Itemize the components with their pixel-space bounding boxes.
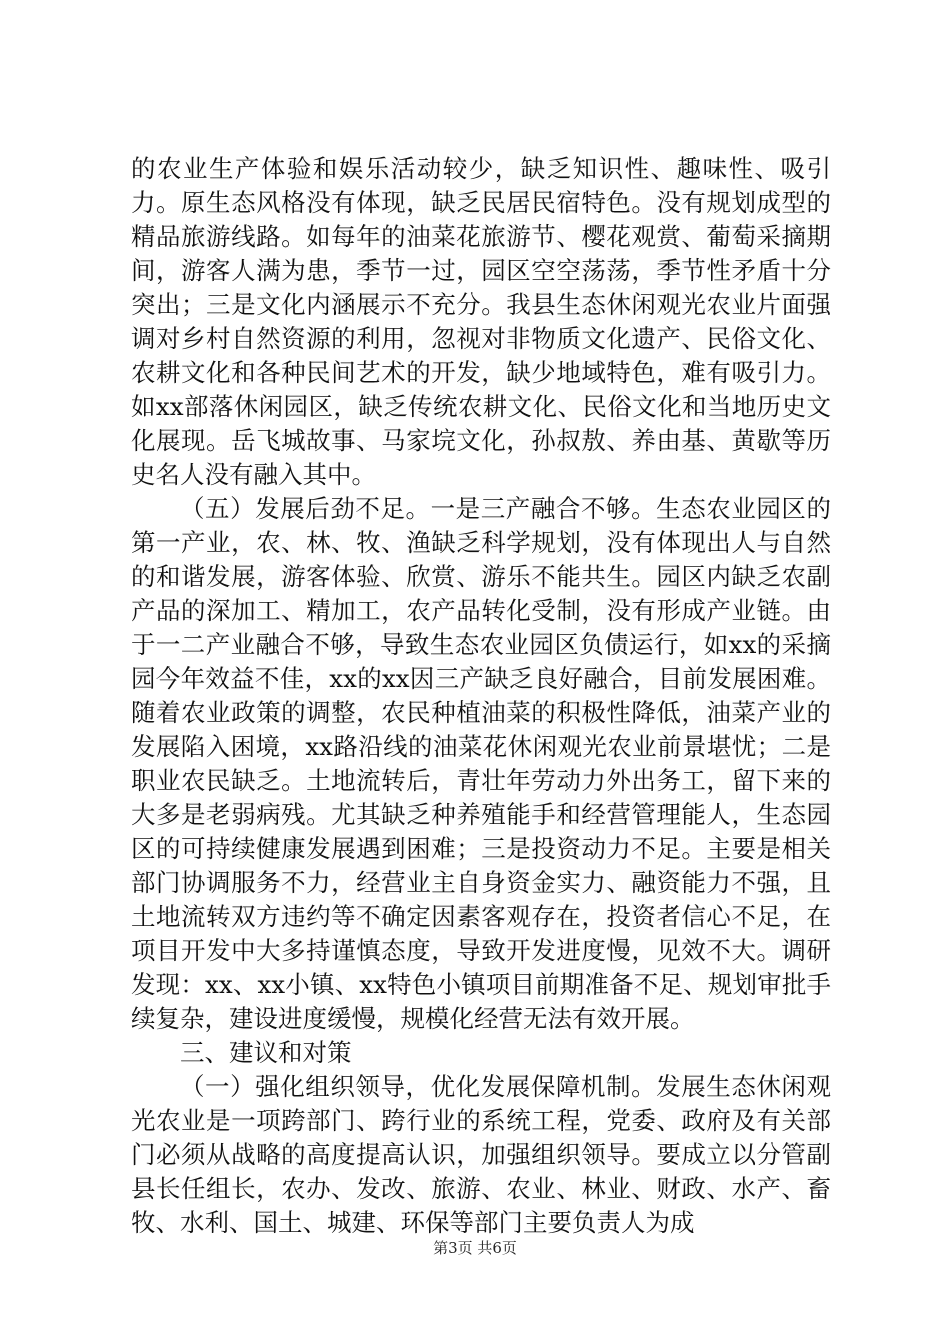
paragraph-suggestion-one: （一）强化组织领导，优化发展保障机制。发展生态休闲观光农业是一项跨部门、跨行业的系统工程，党委、政府及有关部门必须从战略的高度提高认识，加强组织领导。要成立以分管副县长任组长，农办、发改、旅游、农业、林业、财政、水产、畜牧、水利、国土、城建、环保等部门主要负责人为成 — [131, 1072, 831, 1237]
section-heading-suggestions: 三、建议和对策 — [180, 1038, 352, 1067]
paragraph-continuation: 的农业生产体验和娱乐活动较少，缺乏知识性、趣味性、吸引力。原生态风格没有体现，缺乏民居民宿特色。没有规划成型的精品旅游线路。如每年的油菜花旅游节、樱花观赏、葡萄采摘期间，游客人满为患，季节一过，园区空空荡荡，季节性矛盾十分突出；三是文化内涵展示不充分。我县生态休闲观光农业片面强调对乡村自然资源的利用，忽视对非物质文化遗产、民俗文化、农耕文化和各种民间艺术的开发，缺少地域特色，难有吸引力。如xx部落休闲园区，缺乏传统农耕文化、民俗文化和当地历史文化展现。岳飞城故事、马家垸文化，孙叔敖、养由基、黄歇等历史名人没有融入其中。 — [131, 154, 831, 489]
paragraph-section-five: （五）发展后劲不足。一是三产融合不够。生态农业园区的第一产业，农、林、牧、渔缺乏科学规划，没有体现出人与自然的和谐发展，游客体验、欣赏、游乐不能共生。园区内缺乏农副产品的深加工、精加工，农产品转化受制，没有形成产业链。由于一二产业融合不够，导致生态农业园区负债运行，如xx的采摘园今年效益不佳，xx的xx因三产缺乏良好融合，目前发展困难。随着农业政策的调整，农民种植油菜的积极性降低，油菜产业的发展陷入困境，xx路沿线的油菜花休闲观光农业前景堪忧；二是职业农民缺乏。土地流转后，青壮年劳动力外出务工，留下来的大多是老弱病残。尤其缺乏种养殖能手和经营管理能人，生态园区的可持续健康发展遇到困难；三是投资动力不足。主要是相关部门协调服务不力，经营业主自身资金实力、融资能力不强，且土地流转双方违约等不确定因素客观存在，投资者信心不足，在项目开发中大多持谨慎态度，导致开发进度慢，见效不大。调研发现：xx、xx小镇、xx特色小镇项目前期准备不足、规划审批手续复杂，建设进度缓慢，规模化经营无法有效开展。 — [131, 494, 831, 1033]
page-footer: 第3页 共6页 — [433, 1239, 517, 1257]
document-body — [131, 152, 831, 1240]
